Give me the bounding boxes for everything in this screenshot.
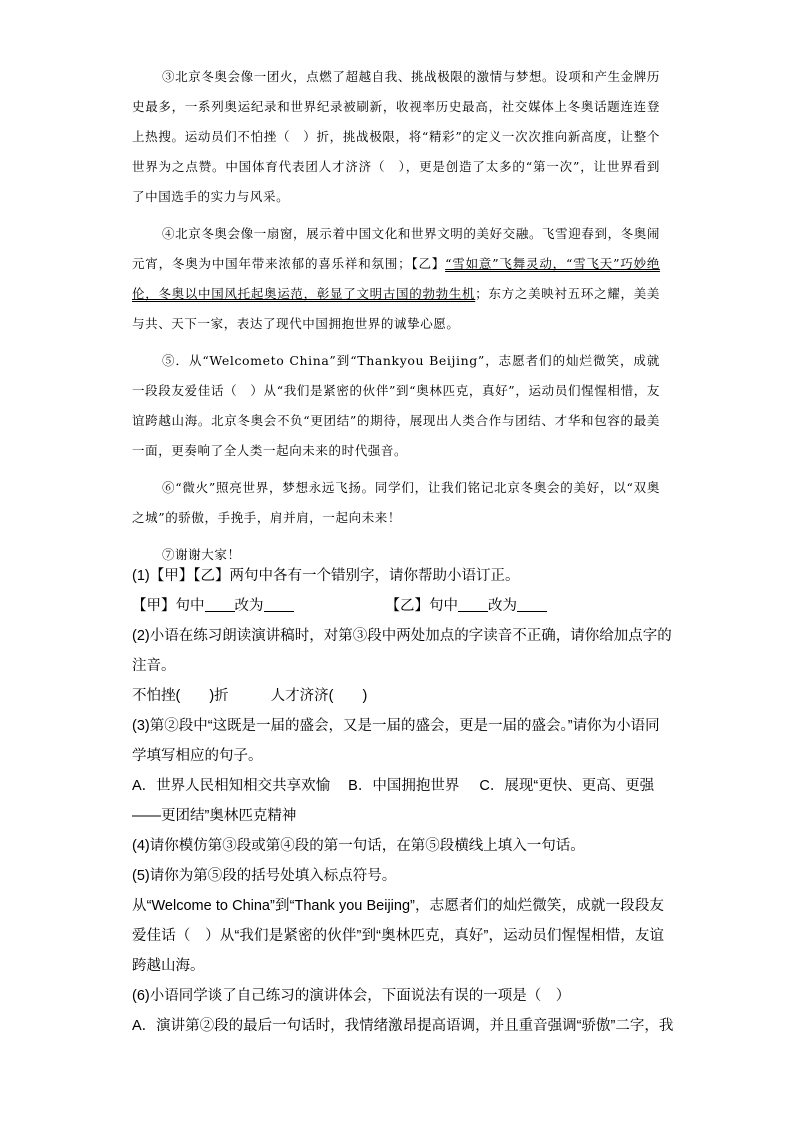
question-6: (6)小语同学谈了自己练习的演讲体会，下面说法有误的一项是（ ）: [132, 988, 571, 1004]
question-2-answers: [132, 681, 664, 711]
jia-wrong-char-blank[interactable]: [205, 597, 235, 612]
question-1: (1)【甲】【乙】两句中各有一个错别字，请你帮助小语订正。: [132, 568, 520, 584]
questions-block: [132, 561, 674, 1041]
paragraph-7: ⑦谢谢大家！: [162, 547, 241, 562]
question-3-option-c-cont: ——更团结”奥林匹克精神: [132, 808, 297, 824]
question-5-text: 从“Welcome to China”到“Thank you Beijing”，志愿者们的灿烂微笑，成就一段段友爱佳话（ ）从“我们是紧密的伙伴”到“奥林匹克，真好”，运动员们惺惺相惜，友谊跨越山海。: [132, 898, 664, 974]
question-5: (5)请你为第⑤段的括号处填入标点符号。: [132, 868, 397, 884]
jia-correct-char-blank[interactable]: [264, 597, 294, 612]
paragraph-4: [132, 219, 660, 339]
question-2-cont: 注音。: [132, 658, 176, 674]
paragraph-5: ⑤．从“Welcometo China”到“Thankyou Beijing”，志愿者们的灿烂微笑，成就一段段友爱佳话（ ）从“我们是紧密的伙伴”到“奥林匹克，真好”，运动员们惺惺相惜，友谊跨越山海。北京冬奥会不负“更团结”的期待，展现出人类合作与团结、才华和包容的最美一面，更奏响了全人类一起向未来的时代强音。: [132, 353, 660, 458]
paragraph-4-marked-sentence: “雪如意”飞舞灵动，“雪飞天”巧妙绝伦，冬奥以中国风托起奥运范，彰显了文明古国的勃勃生机: [132, 256, 660, 301]
question-3-options: [132, 771, 664, 801]
speech-passage: [132, 62, 660, 570]
option-c: C．展现“更快、更高、更强: [479, 778, 655, 794]
jia-label: 【甲】句中: [132, 598, 205, 614]
option-a: A．世界人民相知相交共享欢愉: [132, 778, 331, 794]
yi-correct-char-blank[interactable]: [517, 597, 547, 612]
question-3: (3)第②段中“这既是一届的盛会，又是一届的盛会，更是一届的盛会。”请你为小语同: [132, 718, 660, 734]
paragraph-6: ⑥“微火”照亮世界，梦想永远飞扬。同学们，让我们铭记北京冬奥会的美好，以“双奥之城”的骄傲，手挽手，肩并肩，一起向未来！: [132, 480, 660, 525]
yi-label: 【乙】句中: [385, 598, 458, 614]
question-4: (4)请你模仿第③段或第④段的第一句话，在第⑤段横线上填入一句话。: [132, 838, 585, 854]
cuo-pinyin-blank: 不怕挫( )折: [132, 688, 229, 704]
question-6-option-a: A．演讲第②段的最后一句话时，我情绪激昂提高语调，并且重音强调“骄傲”二字，我: [132, 1018, 674, 1034]
paragraph-3: ③北京冬奥会像一团火，点燃了超越自我、挑战极限的激情与梦想。设项和产生金牌历史最多，一系列奥运纪录和世界纪录被刷新，收视率历史最高，社交媒体上冬奥话题连连登上热搜。运动员们不怕挫（ ）折，挑战极限，将“精彩”的定义一次次推向新高度，让整个世界为之点赞。中国体育代表团人才济济（ ），更是创造了太多的“第一次”，让世界看到了中国选手的实力与风采。: [132, 69, 660, 204]
option-b: B．中国拥抱世界: [348, 778, 460, 794]
ji-pinyin-blank: 人才济济( ): [270, 688, 368, 704]
question-1-answer-line: [132, 591, 664, 621]
jia-change-label: 改为: [234, 598, 264, 614]
paragraph-4-end: ；东方之美映衬五环之耀，美美与共、天下一家，表达了现代中国拥抱世界的诚挚心愿。: [132, 286, 660, 331]
question-3-cont: 学填写相应的句子。: [132, 748, 263, 764]
yi-wrong-char-blank[interactable]: [458, 597, 488, 612]
paragraph-4-start: ④北京冬奥会像一扇窗，展示着中国文化和世界文明的美好交融。飞雪迎春到，冬奥闹元宵，冬奥为中国年带来浓郁的喜乐祥和氛围；【乙】: [132, 226, 660, 271]
question-2: (2)小语在练习朗读演讲稿时，对第③段中两处加点的字读音不正确，请你给加点字的: [132, 628, 672, 644]
yi-change-label: 改为: [488, 598, 517, 614]
